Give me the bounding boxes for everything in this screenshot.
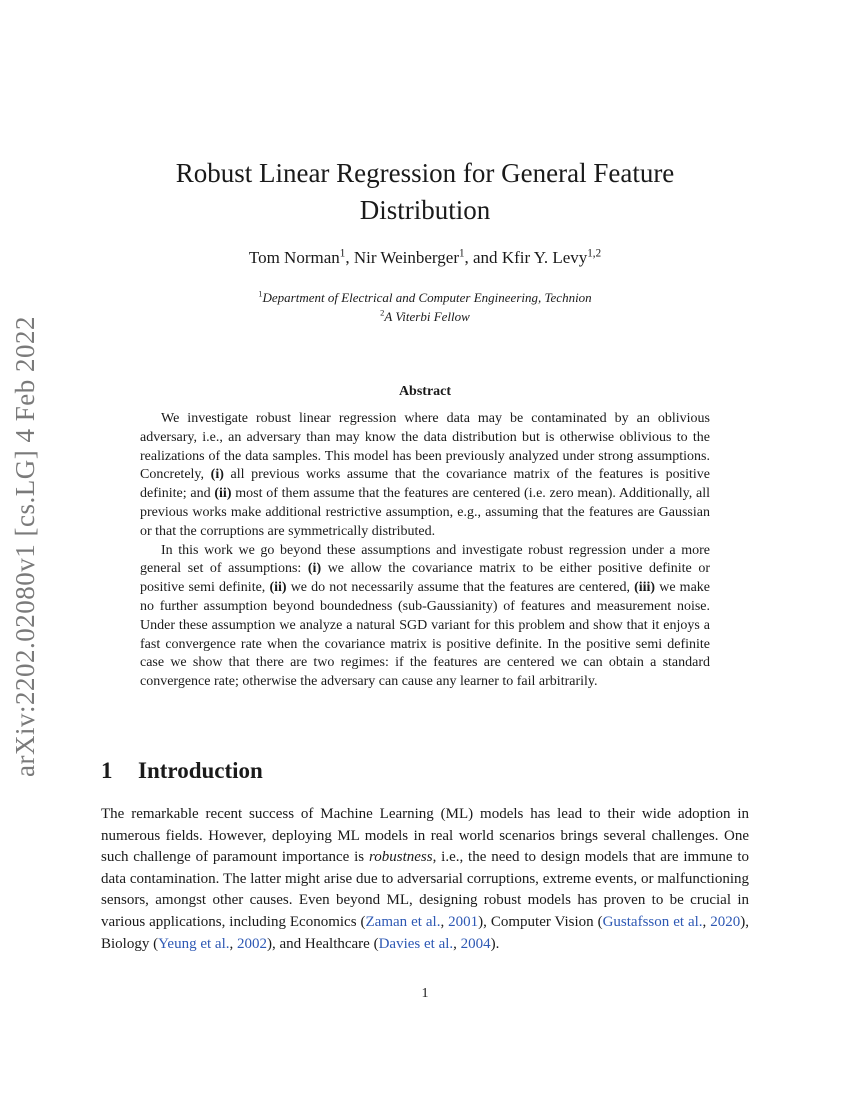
citation-link[interactable]: Yeung et al. [158, 935, 230, 952]
author-name: Nir Weinberger [353, 248, 459, 267]
affiliation-text: Department of Electrical and Computer Engineering, Technion [262, 290, 592, 305]
abstract-text: we make no further assumption beyond boundedness (sub-Gaussianity) of features and measurement noise. Under these assumption we analyze a natural SGD variant for this problem and show that it enjoys a fast convergence rate when the covariance matrix is positive definite. In the positive semi definite case we show that there are two regimes: if the features are centered we can obtain a standard convergence rate; otherwise the adversary can cause any learner to fail arbitrarily. [140, 580, 710, 690]
abstract-text: In this work we go beyond these assumptions and investigate robust regression under a more general set of assumptions: [140, 542, 710, 577]
abstract-heading: Abstract [398, 384, 452, 399]
author-affil-mark: 1 [339, 247, 346, 260]
citation-link[interactable]: Davies et al. [378, 935, 454, 952]
abstract-paragraph [140, 410, 710, 542]
author-separator: , and [464, 248, 502, 267]
citation-link[interactable]: Gustafsson et al. [602, 913, 703, 930]
intro-text: ). [490, 935, 500, 952]
affiliation-line [100, 288, 750, 307]
affiliation-mark: 1 [258, 288, 263, 299]
author-affil-mark: 1 [458, 247, 465, 260]
affiliation-line [100, 307, 750, 326]
page-number: 1 [421, 986, 429, 1001]
enumeration-label: (i) [307, 561, 322, 577]
affiliations [100, 288, 750, 326]
author-separator: , [345, 248, 354, 267]
intro-text: ), Computer Vision ( [478, 913, 603, 930]
author-name: Kfir Y. Levy [501, 248, 588, 267]
enumeration-label: (ii) [214, 486, 232, 502]
author-affil-mark: 1,2 [587, 247, 602, 260]
abstract-text: We investigate robust linear regression where data may be contaminated by an oblivious adversary, i.e., an adversary than may know the data distribution but is otherwise oblivious to the realizations of the data samples. This model has been previously analyzed under strong assumptions. Concretely, [140, 411, 710, 483]
affiliation-text: A Viterbi Fellow [384, 309, 470, 324]
intro-text: , i.e., the need to design models that are immune to data contamination. The latter might arise due to adversarial corruptions, extreme events, or malfunctioning sensors, amongst other causes. Even beyond ML, designing robust models has proven to be crucial in various applications, including Economics ( [101, 849, 749, 930]
citation-year-link[interactable]: 2001 [448, 913, 479, 930]
introduction-paragraph: The remarkable recent success of Machine Learning (ML) models has lead to their wide adoption in numerous fields. However, deploying ML models in real world scenarios brings several challenges. One such challenge of paramount importance is robustness, i.e., the need to design models that are immune to data contamination. The latter might arise due to adversarial corruptions, extreme events, or malfunctioning sensors, amongst other causes. Even beyond ML, designing robust models has proven to be crucial in various applications, including Economics (Zaman et al., 2001), Computer Vision (Gustafsson et al., 2020), Biology (Yeung et al., 2002), and Healthcare (Davies et al., 2004). [101, 806, 749, 952]
section-title: Introduction [138, 758, 263, 783]
author-name: Tom Norman [248, 248, 340, 267]
title-line-2: Distribution [359, 195, 491, 225]
section-heading [101, 758, 263, 784]
emphasis-term: robustness [368, 849, 433, 866]
enumeration-label: (i) [210, 467, 224, 483]
abstract-text: we allow the covariance matrix to be either positive definite or positive semi definite, [140, 561, 711, 596]
section-number: 1 [101, 758, 113, 783]
abstract-text: we do not necessarily assume that the features are centered, [286, 580, 635, 596]
title-line-1: Robust Linear Regression for General Feature [175, 158, 675, 188]
citation-year-link[interactable]: 2020 [710, 913, 741, 930]
arxiv-identifier: arXiv:2202.02080v1 [cs.LG] 4 Feb 2022 [10, 316, 40, 777]
affiliation-mark: 2 [380, 307, 385, 318]
citation-year-link[interactable]: 2004 [460, 935, 491, 952]
abstract-text: all previous works assume that the covariance matrix of the features is positive definite; and [140, 467, 710, 502]
abstract-paragraph [140, 542, 710, 692]
enumeration-label: (iii) [634, 580, 656, 596]
paper-title [100, 155, 750, 229]
citation-link[interactable]: Zaman et al. [365, 913, 441, 930]
citation-year-link[interactable]: 2002 [236, 935, 267, 952]
intro-text: ), and Healthcare ( [266, 935, 379, 952]
abstract-text: most of them assume that the features are centered (i.e. zero mean). Additionally, all previous works make additional restrictive assumption, e.g., assuming that the features are Gaussian or that the corruptions are symmetrically distributed. [140, 486, 710, 539]
intro-text: The remarkable recent success of Machine Learning (ML) models has lead to their wide adoption in numerous fields. However, deploying ML models in real world scenarios brings several challenges. One such challenge of paramount importance is [101, 806, 749, 866]
enumeration-label: (ii) [269, 580, 287, 596]
abstract-body [140, 410, 710, 692]
intro-text: ), Biology ( [101, 913, 749, 952]
author-list [100, 248, 750, 268]
